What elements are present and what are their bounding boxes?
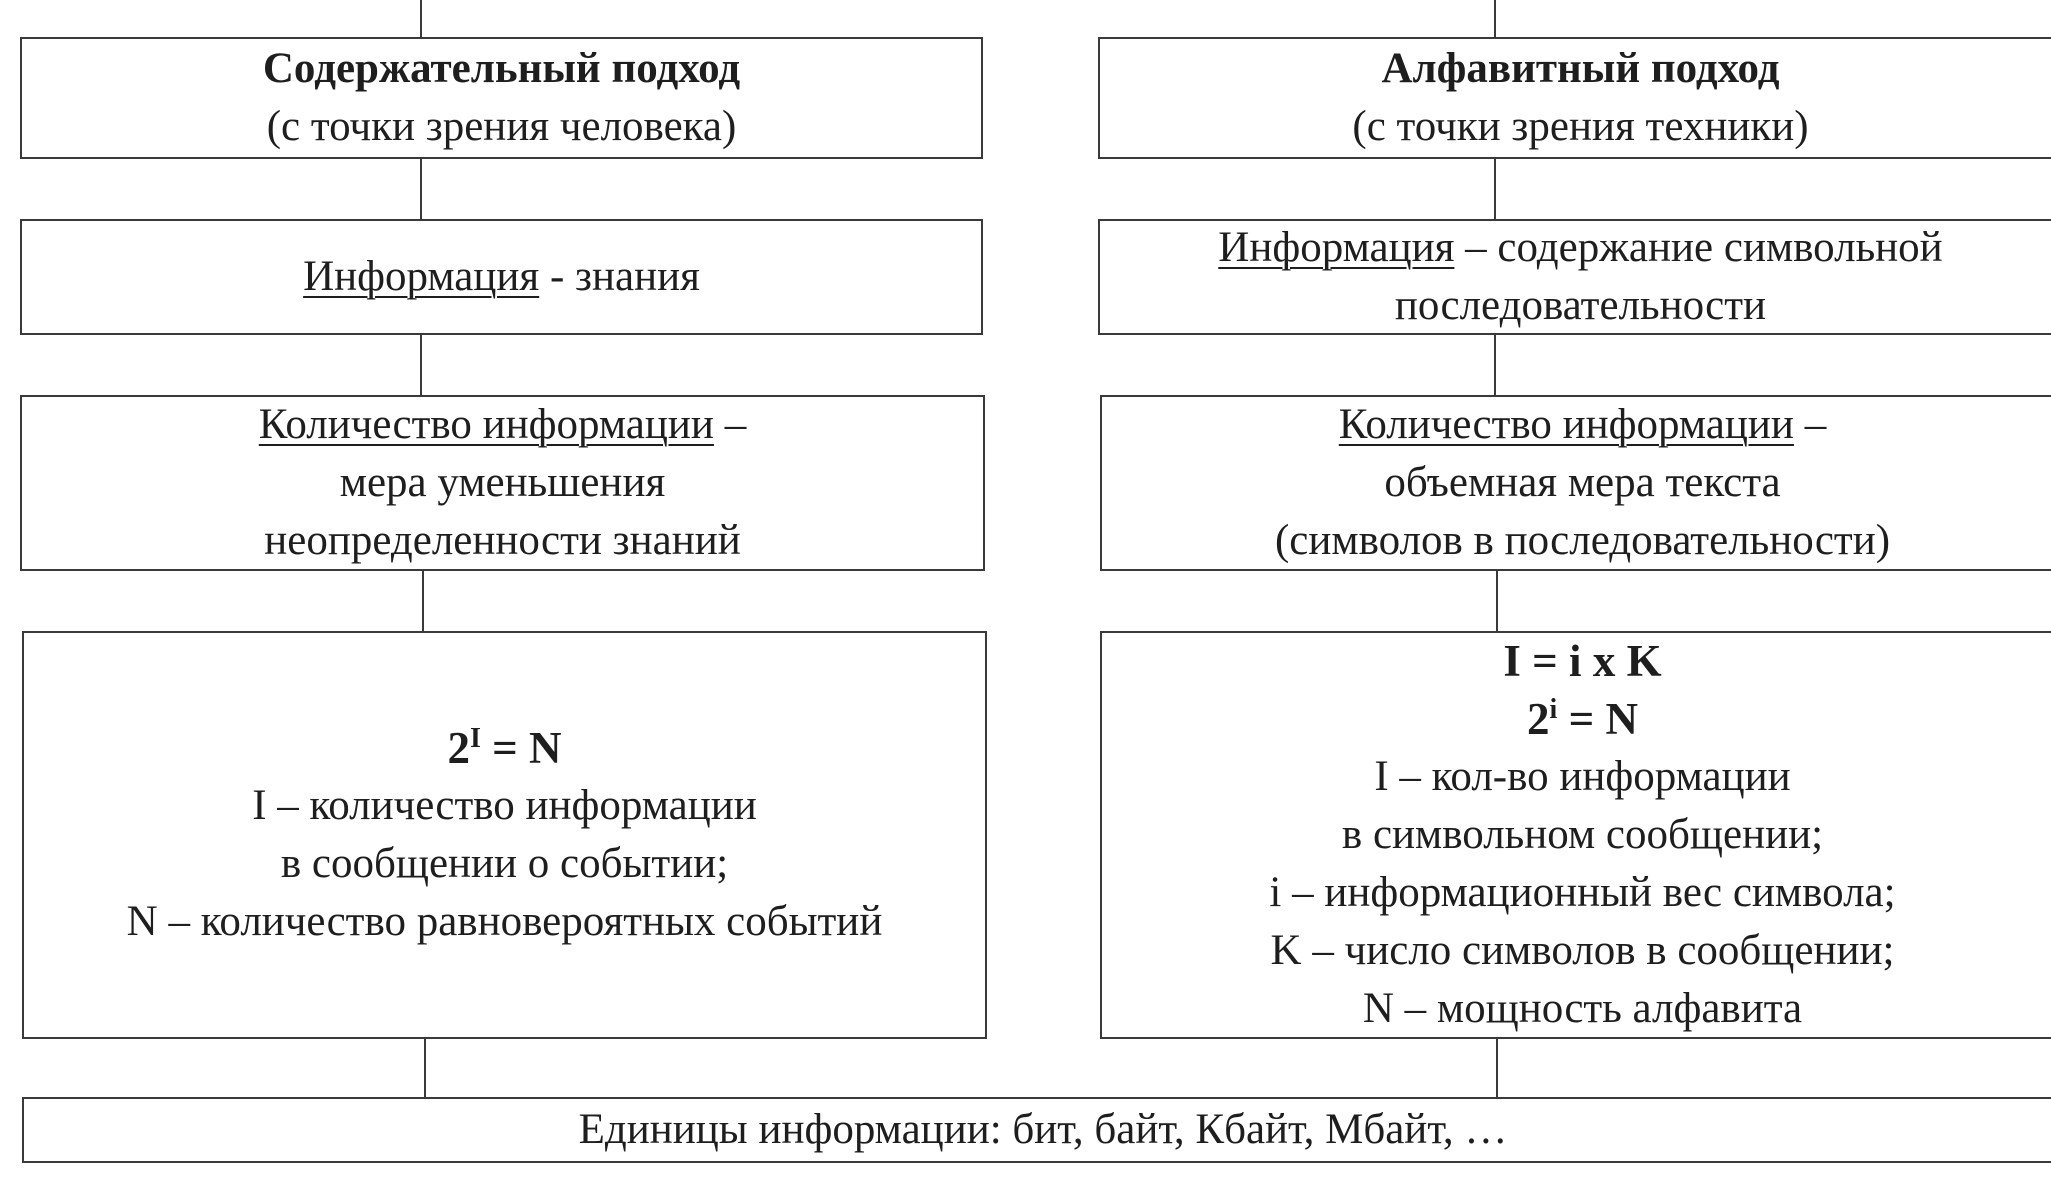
formula-legend-line: I – кол-во информации xyxy=(1374,753,1791,800)
content-approach-title: Содержательный подход xyxy=(262,45,741,92)
quantity-dash: – xyxy=(1793,401,1827,448)
content-approach-formula-box xyxy=(22,631,987,1039)
information-units-box xyxy=(22,1097,2051,1163)
formula-exponent: I xyxy=(469,723,481,754)
definition-term: Информация xyxy=(1218,224,1455,271)
alphabet-approach-quantity-box xyxy=(1100,395,2051,571)
alphabet-approach-header-box xyxy=(1098,37,2051,159)
connector-line xyxy=(1494,158,1496,220)
alphabet-approach-title: Алфавитный подход xyxy=(1381,45,1780,92)
content-approach-definition-box xyxy=(20,219,983,335)
content-approach-header-box xyxy=(20,37,983,159)
formula-base: 2 xyxy=(1527,694,1550,744)
quantity-line-2: мера уменьшения xyxy=(339,459,666,506)
formula-base: 2 xyxy=(447,723,470,773)
formula-rest: = N xyxy=(1557,694,1638,744)
alphabet-definition-line-2: последовательности xyxy=(1394,282,1767,329)
formula-legend-line: в символьном сообщении; xyxy=(1341,811,1824,858)
connector-line xyxy=(422,570,424,632)
formula-legend-line: I – количество информации xyxy=(252,782,757,829)
quantity-term: Количество информации xyxy=(1338,401,1794,448)
alphabet-approach-subtitle: (с точки зрения техники) xyxy=(1352,103,1809,150)
content-approach-quantity-box xyxy=(20,395,985,571)
connector-line xyxy=(420,0,422,38)
quantity-term: Количество информации xyxy=(258,401,714,448)
formula-legend-line: N – количество равновероятных событий xyxy=(126,898,883,945)
formula-exponent: i xyxy=(1549,694,1558,725)
connector-line xyxy=(1496,570,1498,632)
quantity-line-2: объемная мера текста xyxy=(1384,459,1781,506)
connector-line xyxy=(420,334,422,396)
definition-text: - знания xyxy=(539,253,700,300)
formula-rest: = N xyxy=(480,723,562,773)
hartley-formula xyxy=(447,719,561,777)
quantity-dash: – xyxy=(713,401,747,448)
information-units: Единицы информации: бит, байт, Кбайт, Мбайт, … xyxy=(578,1106,1508,1153)
volume-formula: I = i x K xyxy=(1503,636,1662,686)
formula-legend-line: i – информационный вес символа; xyxy=(1269,869,1896,916)
formula-legend-line: K – число символов в сообщении; xyxy=(1270,927,1895,974)
formula-legend-line: в сообщении о событии; xyxy=(280,840,729,887)
quantity-line-3: неопределенности знаний xyxy=(264,517,741,564)
alphabet-power-formula xyxy=(1527,690,1638,748)
quantity-line-1 xyxy=(1339,396,1826,454)
content-approach-definition xyxy=(303,248,700,306)
alphabet-approach-definition-box xyxy=(1098,219,2051,335)
definition-term: Информация xyxy=(303,253,540,300)
connector-line xyxy=(1496,1038,1498,1098)
definition-text: – содержание символьной xyxy=(1454,224,1943,271)
connector-line xyxy=(424,1038,426,1098)
connector-line xyxy=(1494,334,1496,396)
quantity-line-3: (символов в последовательности) xyxy=(1274,517,1891,564)
alphabet-definition-line-1 xyxy=(1218,219,1942,277)
connector-line xyxy=(1494,0,1496,38)
quantity-line-1 xyxy=(259,396,746,454)
connector-line xyxy=(420,158,422,220)
alphabet-approach-formula-box xyxy=(1100,631,2051,1039)
content-approach-subtitle: (с точки зрения человека) xyxy=(266,103,737,150)
formula-legend-line: N – мощность алфавита xyxy=(1362,985,1803,1032)
